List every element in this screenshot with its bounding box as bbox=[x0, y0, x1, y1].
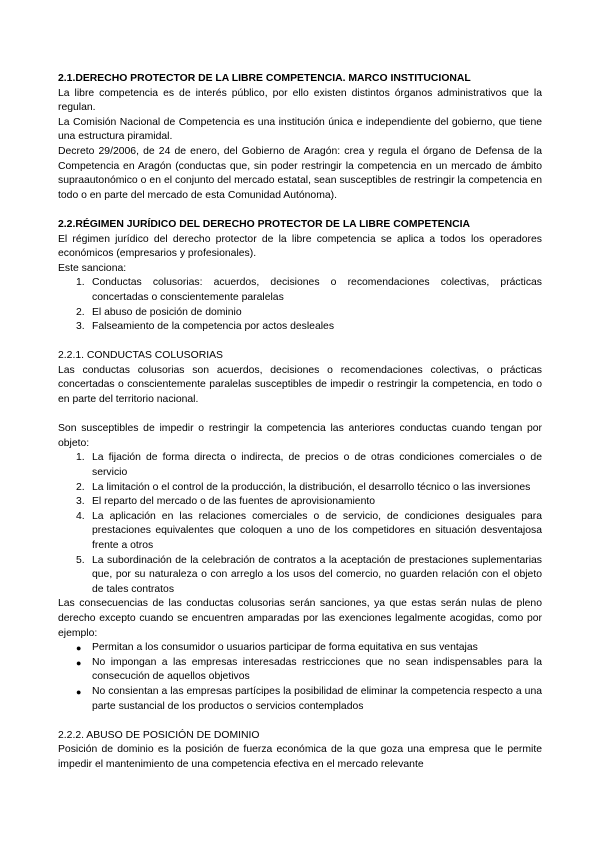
paragraph: La Comisión Nacional de Competencia es una institución única e independiente del gobierno, que tiene una estructura piramidal. bbox=[58, 116, 542, 143]
numbered-list bbox=[58, 276, 542, 334]
list-number: 3. bbox=[76, 321, 85, 333]
paragraph: Las conductas colusorias son acuerdos, decisiones o recomendaciones colectivas, o prácticas concertadas o conscientemente paralelas susceptibles de impedir o restringir la competencia, en todo o en parte del territorio nacional. bbox=[58, 364, 542, 406]
list-item-text: La aplicación en las relaciones comerciales o de servicio, de condiciones desiguales para prestaciones equivalentes que coloquen a uno de los competidores en situación desventajosa frente a otros bbox=[92, 510, 542, 551]
paragraph: Posición de dominio es la posición de fuerza económica de la que goza una empresa que le permite impedir el mantenimiento de una competencia efectiva en el mercado relevante bbox=[58, 744, 542, 770]
paragraph: Las consecuencias de las conductas colusorias serán sanciones, ya que estas serán nulas de pleno derecho excepto cuando se encuentren amparadas por las exenciones legalmente acogidas, como por ejemplo: bbox=[58, 598, 542, 639]
bullet-item-text: Permitan a los consumidor o usuarios participar de forma equitativa en sus ventajas bbox=[92, 642, 478, 654]
paragraph: Este sanciona: bbox=[58, 262, 127, 274]
section-heading-2-2: 2.2.RÉGIMEN JURÍDICO DEL DERECHO PROTECTOR DE LA LIBRE COMPETENCIA bbox=[58, 218, 471, 230]
list-item bbox=[58, 481, 542, 496]
paragraph: El régimen jurídico del derecho protector de la libre competencia se aplica a todos los operadores económicos (empresarios y profesionales). bbox=[58, 233, 542, 260]
bullet-icon: ● bbox=[76, 643, 82, 654]
list-item bbox=[58, 510, 542, 554]
list-item-text: El abuso de posición de dominio bbox=[92, 306, 242, 318]
spacer bbox=[58, 714, 542, 729]
bullet-item bbox=[58, 685, 542, 714]
spacer bbox=[58, 335, 542, 350]
list-item-text: Falseamiento de la competencia por actos desleales bbox=[92, 321, 335, 333]
list-number: 1. bbox=[76, 452, 85, 464]
list-item bbox=[58, 320, 542, 335]
list-number: 4. bbox=[76, 510, 85, 522]
list-number: 5. bbox=[76, 554, 85, 566]
list-item-text: La limitación o el control de la producción, la distribución, el desarrollo técnico o las inversiones bbox=[92, 481, 531, 493]
bullet-list bbox=[58, 641, 542, 714]
list-number: 2. bbox=[76, 306, 85, 318]
list-item-text: La fijación de forma directa o indirecta, de precios o de otras condiciones comerciales o de servicio bbox=[92, 452, 542, 479]
list-item bbox=[58, 451, 542, 480]
list-item-text: El reparto del mercado o de las fuentes de aprovisionamiento bbox=[92, 496, 376, 508]
bullet-icon: ● bbox=[76, 657, 82, 668]
bullet-item-text: No consientan a las empresas partícipes la posibilidad de eliminar la competencia respecto a una parte sustancial de los productos o servicios contemplados bbox=[92, 685, 542, 712]
list-number: 2. bbox=[76, 481, 85, 493]
paragraph: La libre competencia es de interés público, por ello existen distintos órganos administrativos que la regulan. bbox=[58, 87, 542, 114]
bullet-item-text: No impongan a las empresas interesadas restricciones que no sean indispensables para la consecución de aquellos objetivos bbox=[92, 656, 542, 683]
list-number: 1. bbox=[76, 277, 85, 289]
paragraph: Son susceptibles de impedir o restringir la competencia las anteriores conductas cuando tengan por objeto: bbox=[58, 423, 542, 449]
numbered-list bbox=[58, 451, 542, 597]
list-item bbox=[58, 495, 542, 510]
subsection-heading-2-2-1: 2.2.1. CONDUCTAS COLUSORIAS bbox=[58, 350, 223, 362]
subsection-heading-2-2-2: 2.2.2. ABUSO DE POSICIÓN DE DOMINIO bbox=[58, 729, 260, 741]
bullet-icon: ● bbox=[76, 686, 82, 697]
spacer bbox=[58, 203, 542, 218]
section-heading-2-1: 2.1.DERECHO PROTECTOR DE LA LIBRE COMPETENCIA. MARCO INSTITUCIONAL bbox=[58, 73, 471, 84]
document-page bbox=[58, 72, 542, 773]
list-item-text: Conductas colusorias: acuerdos, decisiones o recomendaciones colectivas, prácticas concertadas o conscientemente paralelas bbox=[92, 277, 542, 303]
list-item bbox=[58, 554, 542, 598]
bullet-item bbox=[58, 641, 542, 656]
spacer bbox=[58, 408, 542, 423]
paragraph: Decreto 29/2006, de 24 de enero, del Gobierno de Aragón: crea y regula el órgano de Defensa de la Competencia en Aragón (conductas que, sin poder restringir la competencia en un mercado de ámbito supraautonómico o en el conjunto del mercado estatal, sean susceptibles de restringir la competencia en todo o en parte del mercado de esta Comunidad Autónoma). bbox=[58, 145, 542, 201]
list-number: 3. bbox=[76, 496, 85, 508]
list-item-text: La subordinación de la celebración de contratos a la aceptación de prestaciones suplementarias que, por su naturaleza o con arreglo a los usos del comercio, no guarden relación con el objeto de tales contratos bbox=[92, 554, 542, 595]
list-item bbox=[58, 276, 542, 305]
list-item bbox=[58, 306, 542, 321]
bullet-item bbox=[58, 656, 542, 685]
